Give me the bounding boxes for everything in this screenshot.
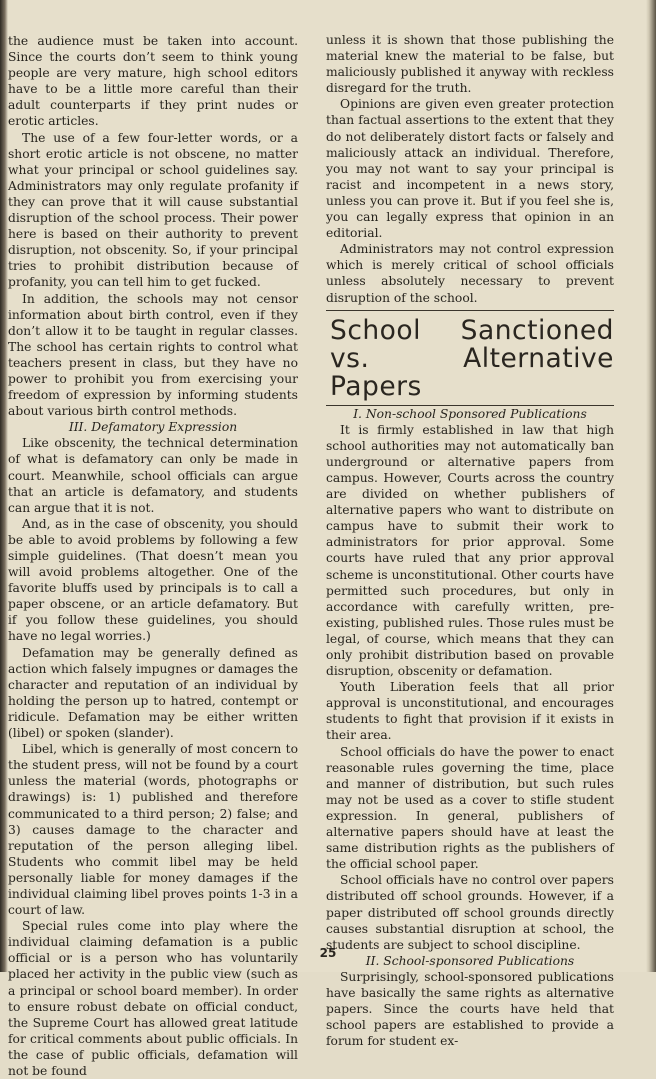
paragraph: unless it is shown that those publishing the material knew the material to be false, but maliciously published it anyway with reckless disregard for the truth. — [326, 33, 614, 96]
paragraph: the audience must be taken into account. Since the courts don’t seem to think young people are very mature, high school editors have to be a little more careful than their adult counterparts if they print nudes or erotic articles. — [8, 34, 298, 129]
paragraph: School officials do have the power to enact reasonable rules governing the time, place and manner of distribution, but such rules may not be used as a cover to stifle student expression. In general, publishers of alternative papers should have at least the same distribution rights as the publishers of the official school paper. — [326, 744, 614, 872]
paragraph: And, as in the case of obscenity, you should be able to avoid problems by following a few simple guidelines. (That doesn’t mean you will avoid problems altogether. One of the favorite bluffs used by principals is to call a paper obscene, or an article defamatory. But if you follow these guidelines, you should have no legal worries.) — [8, 516, 298, 644]
paragraph: Administrators may not control expression which is merely critical of school officials unless absolutely necessary to prevent disruption of the school. — [326, 242, 614, 305]
section-heading: II. School-sponsored Publications — [365, 953, 575, 968]
right-column — [326, 32, 614, 1049]
section-heading: I. Non-school Sponsored Publications — [353, 406, 587, 421]
paragraph: School officials have no control over papers distributed off school grounds. However, if a paper distributed off school grounds directly causes substantial disruption at school, the students are subject to school discipline. — [326, 873, 614, 952]
divider — [326, 310, 614, 311]
page-number: 25 — [319, 946, 337, 960]
paragraph: Special rules come into play where the individual claiming defamation is a public official or is a person who has voluntarily placed her activity in the public view (such as a principal or school board member). In order to ensure robust debate on official conduct, the Supreme Court has allowed great latitude for critical comments about public officials. In the case of public officials, defamation will not be found — [8, 919, 298, 1078]
paragraph: Defamation may be generally defined as action which falsely impugnes or damages the character and reputation of an individual by holding the person up to hatred, contempt or ridicule. Defamation may be either written (libel) or spoken (slander). — [8, 645, 298, 741]
paragraph: Surprisingly, school-sponsored publications have basically the same rights as alternative papers. Since the courts have held that school papers are established to provide a forum for student ex- — [326, 969, 614, 1049]
paragraph: Libel, which is generally of most concern to the student press, will not be found by a court unless the material (words, photographs or drawings) is: 1) published and therefore communicated to a third person; 2) false; and 3) causes damage to the character and reputation of the person alleging libel. Students who commit libel may be held personally liable for money damages if the individual claiming libel proves points 1-3 in a court of law. — [8, 742, 298, 918]
paragraph: Opinions are given even greater protection than factual assertions to the extent that they do not deliberately distort facts or falsely and maliciously attack an individual. Therefore, you may not want to say your principal is racist and incompetent in a news story, unless you can prove it. But if you feel she is, you can legally express that opinion in an editorial. — [326, 97, 614, 241]
paragraph: The use of a few four-letter words, or a short erotic article is not obscene, no matter what your principal or school guidelines say. Administrators may only regulate profanity if they can prove that it will cause substantial disruption of the school process. Their power here is based on their authority to prevent disruption, not obscenity. So, if your principal tries to prohibit distribution because of profanity, you can tell him to get fucked. — [8, 130, 298, 290]
article-headline: School Sanctioned vs. Alternative Papers — [330, 314, 614, 402]
paragraph: It is firmly established in law that high school authorities may not automatically ban underground or alternative papers from campus. However, Courts across the country are divided on whether publishers of alternative papers who want to distribute on campus have to submit their work to administrators for prior approval. Some courts have ruled that any prior approval scheme is unconstitutional. Other courts have permitted such procedures, but only in accordance with carefully written, pre-existing, published rules. Those rules must be legal, of course, which means that they can only prohibit distribution based on provable disruption, obscenity or defamation. — [326, 422, 614, 679]
paragraph: Youth Liberation feels that all prior approval is unconstitutional, and encourages students to fight that provision if it exists in their area. — [326, 680, 614, 743]
page-edge-shadow — [646, 0, 656, 972]
left-column — [8, 33, 298, 1079]
page-binding-shadow — [0, 0, 8, 972]
paragraph: In addition, the schools may not censor information about birth control, even if they don’t allow it to be taught in regular classes. The school has certain rights to control what teachers present in class, but they have no power to prohibit you from exercising your freedom of expression by informing students about various birth control methods. — [8, 291, 298, 419]
section-heading: III. Defamatory Expression — [68, 420, 238, 435]
paragraph: Like obscenity, the technical determination of what is defamatory can only be made in court. Meanwhile, school officials can argue that an article is defamatory, and students can argue that it is not. — [8, 436, 298, 515]
